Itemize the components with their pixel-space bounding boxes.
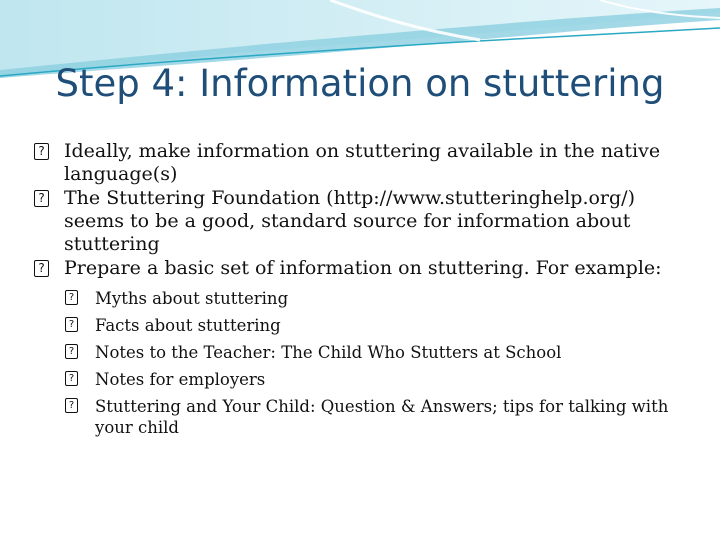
list-item-text: Prepare a basic set of information on stuttering. For example: — [64, 257, 662, 279]
sub-list-item — [32, 342, 672, 363]
missing-glyph-icon: ? — [34, 190, 49, 207]
missing-glyph-icon: ? — [34, 260, 49, 277]
missing-glyph-icon: ? — [65, 371, 78, 386]
list-item — [32, 140, 672, 186]
sub-list-item — [32, 288, 672, 309]
missing-glyph-icon: ? — [65, 398, 78, 413]
missing-glyph-icon: ? — [65, 290, 78, 305]
bullet-list — [32, 140, 672, 444]
missing-glyph-icon: ? — [65, 317, 78, 332]
sub-list-item — [32, 396, 672, 438]
sub-list-item-text: Notes to the Teacher: The Child Who Stutters at School — [95, 343, 562, 362]
sub-list-item-text: Myths about stuttering — [95, 289, 289, 308]
list-item — [32, 187, 672, 256]
sub-list-item-text: Notes for employers — [95, 370, 266, 389]
list-item — [32, 257, 672, 280]
sub-list-item — [32, 369, 672, 390]
missing-glyph-icon: ? — [34, 143, 49, 160]
sub-list-item — [32, 315, 672, 336]
sub-list-item-text: Stuttering and Your Child: Question & Answers; tips for talking with your child — [95, 397, 669, 437]
list-item-text: Ideally, make information on stuttering available in the native language(s) — [64, 140, 661, 185]
missing-glyph-icon: ? — [65, 344, 78, 359]
list-item-text: The Stuttering Foundation (http://www.stutteringhelp.org/) seems to be a good, standard source for information about stuttering — [64, 187, 635, 255]
sub-list-item-text: Facts about stuttering — [95, 316, 281, 335]
page-title: Step 4: Information on stuttering — [55, 62, 665, 105]
